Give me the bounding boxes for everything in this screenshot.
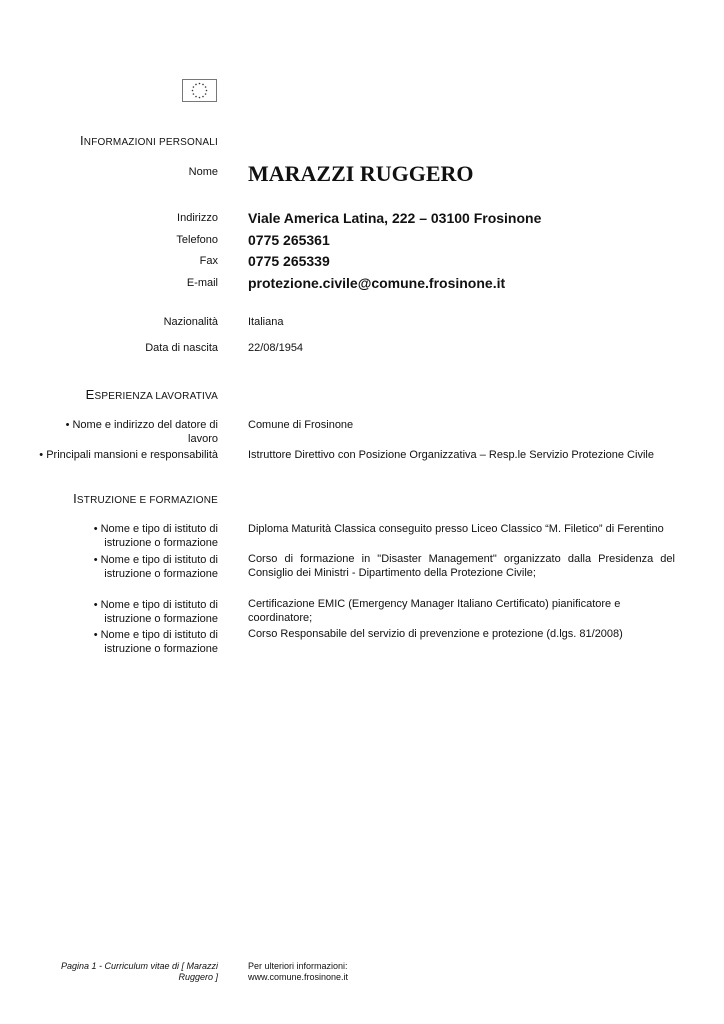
name-label: Nome: [188, 166, 218, 178]
footer-contact: [248, 961, 348, 983]
footer-page-info: Pagina 1 - Curriculum vitae di [ Marazzi Ruggero ]: [60, 961, 218, 982]
eu-star-icon: [202, 96, 204, 98]
eu-star-icon: [199, 83, 201, 85]
employer-label: • Nome e indirizzo del datore di lavoro: [65, 419, 218, 445]
eu-star-icon: [205, 86, 207, 88]
duties-label: • Principali mansioni e responsabilità: [39, 449, 218, 461]
eu-star-icon: [195, 84, 197, 86]
section-title-personal: INFORMAZIONI PERSONALI: [79, 133, 218, 148]
section-title-education: ISTRUZIONE E FORMAZIONE: [73, 491, 218, 506]
education-value-1: Diploma Maturità Classica conseguito presso Liceo Classico “M. Filetico” di Ferentino: [248, 523, 664, 535]
employer-value: Comune di Frosinone: [248, 419, 354, 431]
email-label: E-mail: [186, 277, 218, 289]
address-label: Indirizzo: [177, 212, 218, 224]
education-label-4: • Nome e tipo di istituto di istruzione o formazione: [93, 629, 218, 655]
education-value-2: Corso di formazione in "Disaster Management" organizzato dalla Presidenza del Consiglio dei Ministri - Dipartimento della Protezione Civile;: [248, 553, 675, 579]
nationality-value: Italiana: [248, 316, 284, 328]
education-value-3: Certificazione EMIC (Emergency Manager Italiano Certificato) pianificatore e coordinatore;: [248, 598, 621, 624]
education-label-2: • Nome e tipo di istituto di istruzione o formazione: [93, 554, 218, 580]
address-value: Viale America Latina, 222 – 03100 Frosinone: [248, 210, 542, 226]
nationality-label: Nazionalità: [163, 316, 218, 328]
eu-star-icon: [193, 86, 195, 88]
eu-star-icon: [192, 90, 194, 92]
phone-label: Telefono: [176, 234, 218, 246]
eu-flag-logo: [182, 79, 217, 102]
eu-star-icon: [199, 97, 201, 99]
fax-label: Fax: [199, 255, 218, 267]
eu-star-icon: [205, 93, 207, 95]
education-label-3: • Nome e tipo di istituto di istruzione o formazione: [93, 599, 218, 625]
birth-date-value: 22/08/1954: [248, 342, 304, 354]
education-value-4: Corso Responsabile del servizio di prevenzione e protezione (d.lgs. 81/2008): [248, 628, 623, 640]
email-value[interactable]: protezione.civile@comune.frosinone.it: [248, 275, 506, 291]
footer-contact-line1: Per ulteriori informazioni:: [248, 961, 348, 971]
eu-star-icon: [206, 90, 208, 92]
education-label-1: • Nome e tipo di istituto di istruzione o formazione: [93, 523, 218, 549]
section-title-work: ESPERIENZA LAVORATIVA: [85, 387, 218, 402]
eu-star-icon: [202, 84, 204, 86]
footer-contact-url[interactable]: www.comune.frosinone.it: [248, 972, 349, 982]
name-value: MARAZZI RUGGERO: [248, 161, 474, 186]
eu-star-icon: [193, 93, 195, 95]
birth-date-label: Data di nascita: [145, 342, 218, 354]
phone-value: 0775 265361: [248, 232, 330, 248]
duties-value: Istruttore Direttivo con Posizione Organizzativa – Resp.le Servizio Protezione Civile: [248, 449, 654, 461]
eu-star-icon: [195, 96, 197, 98]
fax-value: 0775 265339: [248, 253, 330, 269]
